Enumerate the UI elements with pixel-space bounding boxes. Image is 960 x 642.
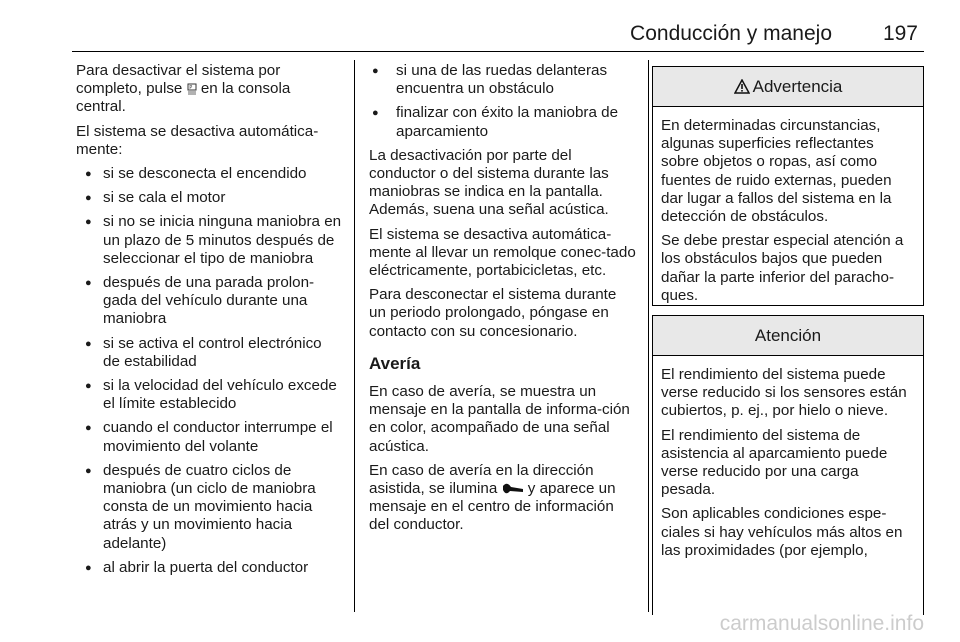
- bullet-list: [369, 62, 637, 141]
- page-number: 197: [882, 22, 918, 45]
- attention-header: Atención: [653, 316, 923, 356]
- list-item: ● cuando el conductor interrumpe el movimiento del volante: [76, 419, 342, 455]
- list-item: ● si se cala el motor: [76, 189, 342, 207]
- attention-box: [652, 315, 924, 615]
- list-item: ● si se desconecta el encendido: [76, 165, 342, 183]
- park-assist-off-icon: [187, 83, 197, 95]
- warning-box: [652, 66, 924, 306]
- list-item: ● al abrir la puerta del conductor: [76, 559, 342, 577]
- attention-body: [653, 356, 923, 560]
- list-item: ● si se activa el control electrónico de estabilidad: [76, 335, 342, 371]
- svg-text:P: P: [188, 85, 192, 92]
- page-title: Conducción y manejo: [630, 22, 832, 45]
- steering-fault-icon: [502, 482, 524, 495]
- paragraph: En caso de avería, se muestra un mensaje en la pantalla de informa-ción en color, acompañado de una señal acústica.: [369, 383, 630, 455]
- warning-triangle-icon: [734, 79, 750, 94]
- list-item: ● si la velocidad del vehículo excede el límite establecido: [76, 377, 342, 413]
- paragraph: Se debe prestar especial atención a los obstáculos bajos que pueden dañar la parte inferior del paracho-ques.: [661, 232, 904, 304]
- list-item: ● si una de las ruedas delanteras encuentra un obstáculo: [369, 62, 637, 98]
- page-header: [72, 0, 924, 52]
- paragraph: El rendimiento del sistema de asistencia al aparcamiento puede verse reducido por una carga pesada.: [661, 426, 888, 499]
- bullet-list: [76, 165, 342, 577]
- paragraph: Para desconectar el sistema durante un periodo prolongado, póngase en contacto con su concesionario.: [369, 286, 617, 340]
- list-item: ● después de cuatro ciclos de maniobra (un ciclo de maniobra consta de un movimiento hacia atrás y un movimiento hacia adelante): [76, 462, 342, 553]
- paragraph: El sistema se desactiva automática-mente:: [76, 122, 319, 158]
- watermark: carmanualsonline.info: [719, 612, 924, 635]
- column-divider-1: [354, 60, 355, 612]
- paragraph: El sistema se desactiva automática-mente al llevar un remolque conec-tado eléctricamente, portabicicletas, etc.: [369, 225, 636, 280]
- warning-header: Advertencia: [653, 67, 923, 107]
- paragraph: El rendimiento del sistema puede verse reducido si los sensores están cubiertos, p. ej., por hielo o nieve.: [661, 366, 907, 420]
- list-item: ● después de una parada prolon-gada del vehículo durante una maniobra: [76, 274, 342, 329]
- paragraph: En determinadas circunstancias, algunas superficies reflectantes sobre objetos o ropas, así como fuentes de ruido externas, pueden dar lugar a fallos del sistema en la detección de obstáculos.: [661, 117, 892, 226]
- column-1: [76, 62, 342, 583]
- paragraph: Son aplicables condiciones espe-ciales si hay vehículos más altos en las proximidades (por ejemplo,: [661, 505, 903, 559]
- paragraph: La desactivación por parte del conductor o del sistema durante las maniobras se indica en la pantalla. Además, suena una señal acústica.: [369, 146, 609, 219]
- section-heading: Avería: [369, 353, 421, 373]
- column-2: [369, 62, 637, 541]
- paragraph: En caso de avería en la dirección asistida, se ilumina y aparece un mensaje en el centro de información del conductor.: [369, 461, 616, 534]
- warning-body: [653, 107, 923, 305]
- paragraph: Para desactivar el sistema por completo, pulse P en la consola central.: [76, 62, 291, 116]
- column-divider-2: [648, 60, 649, 612]
- list-item: ● si no se inicia ninguna maniobra en un plazo de 5 minutos después de seleccionar el tipo de maniobra: [76, 213, 342, 268]
- list-item: ● finalizar con éxito la maniobra de aparcamiento: [369, 104, 637, 140]
